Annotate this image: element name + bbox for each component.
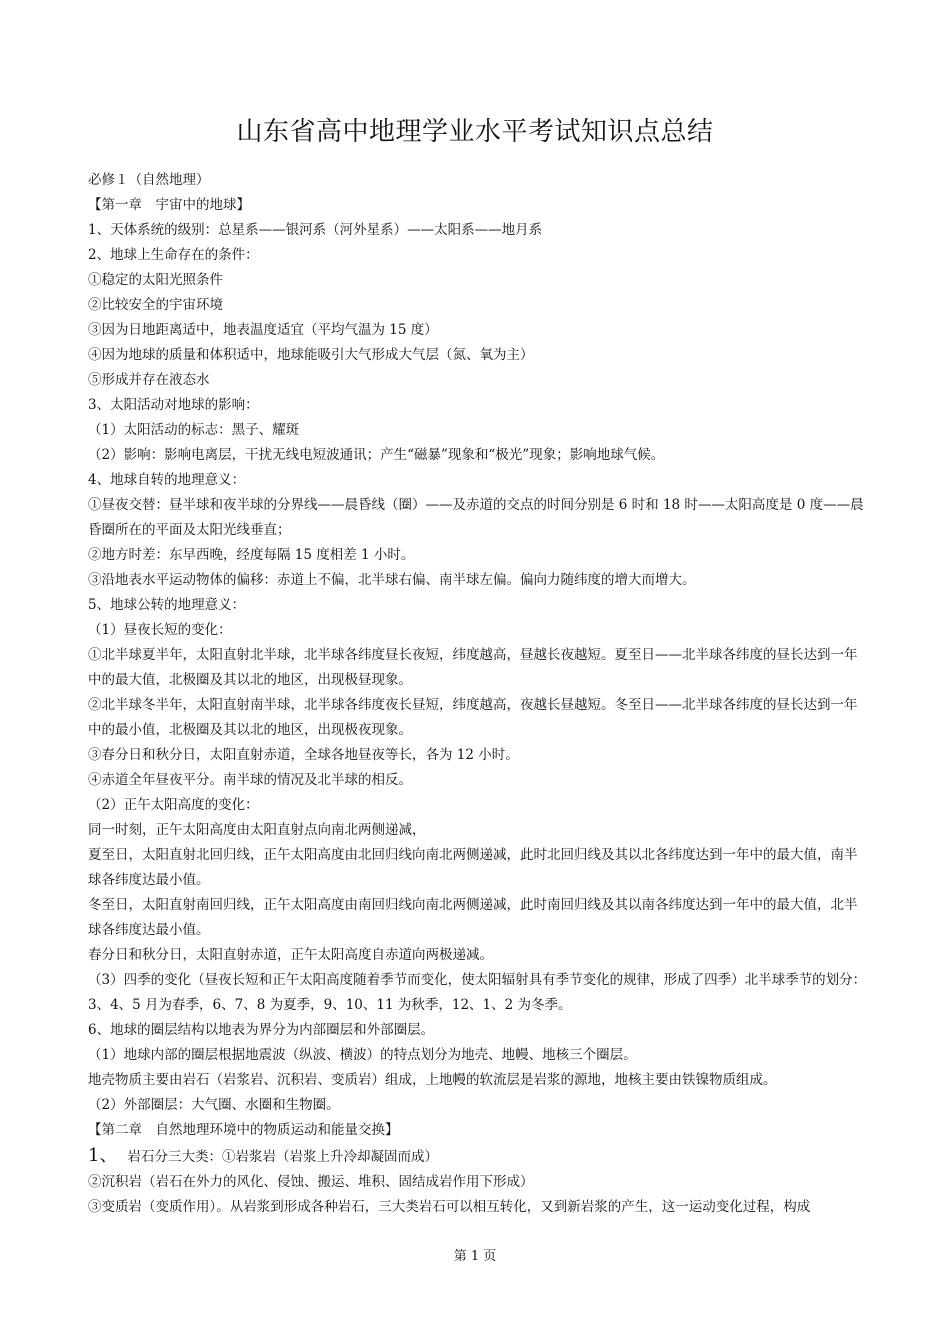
text-line: ①稳定的太阳光照条件 <box>88 272 223 288</box>
text-line: 1、天体系统的级别：总星系——银河系（河外星系）——太阳系——地月系 <box>88 222 543 238</box>
text-line: ④因为地球的质量和体积适中，地球能吸引大气形成大气层（氮、氧为主） <box>88 347 534 363</box>
text-line: （2）正午太阳高度的变化： <box>88 797 259 813</box>
chapter-heading: 【第一章 宇宙中的地球】 <box>88 197 250 213</box>
text-line: 冬至日，太阳直射南回归线，正午太阳高度由南回归线向南北两侧递减，此时南回归线及其以南各纬度达到一年中的最大值，北半球各纬度达最小值。 <box>88 897 858 938</box>
text-line: （2）影响：影响电离层，干扰无线电短波通讯；产生“磁暴”现象和“极光”现象；影响地球气候。 <box>88 447 665 463</box>
text-line: 2、地球上生命存在的条件： <box>88 247 259 263</box>
document-body <box>88 168 870 1220</box>
text-line: ②沉积岩（岩石在外力的风化、侵蚀、搬运、堆积、固结成岩作用下形成） <box>88 1174 534 1190</box>
text-line: 地壳物质主要由岩石（岩浆岩、沉积岩、变质岩）组成，上地幔的软流层是岩浆的源地，地核主要由铁镍物质组成。 <box>88 1072 777 1088</box>
text-line: （1）太阳活动的标志：黑子、耀斑 <box>88 422 300 438</box>
text-line: 必修１（自然地理） <box>88 172 210 188</box>
text-line: ⑤形成并存在液态水 <box>88 372 210 388</box>
chapter-heading: 【第二章 自然地理环境中的物质运动和能量交换】 <box>88 1122 399 1138</box>
text-line: ①昼夜交替：昼半球和夜半球的分界线——晨昏线（圈）——及赤道的交点的时间分别是 6 时和 18 时——太阳高度是 0 度——晨昏圈所在的平面及太阳光线垂直； <box>88 497 864 538</box>
text-line: ③沿地表水平运动物体的偏移：赤道上不偏，北半球右偏、南半球左偏。偏向力随纬度的增大而增大。 <box>88 572 696 588</box>
text-line: （3）四季的变化（昼夜长短和正午太阳高度随着季节而变化，使太阳辐射具有季节变化的规律，形成了四季）北半球季节的划分：3、4、5 月为春季，6、7、8 为夏季，9、10、11 为秋季，12、1、2 为冬季。 <box>88 972 867 1013</box>
text-line: 4、地球自转的地理意义： <box>88 472 246 488</box>
text-line: 春分日和秋分日，太阳直射赤道，正午太阳高度自赤道向两极递减。 <box>88 947 493 963</box>
numbered-item <box>88 1143 870 1170</box>
text-line: 同一时刻，正午太阳高度由太阳直射点向南北两侧递减， <box>88 822 426 838</box>
text-line: （1）地球内部的圈层根据地震波（纵波、横波）的特点划分为地壳、地幔、地核三个圈层。 <box>88 1047 637 1063</box>
text-line: （2）外部圈层：大气圈、水圈和生物圈。 <box>88 1097 340 1113</box>
text-line: ③春分日和秋分日，太阳直射赤道，全球各地昼夜等长，各为 12 小时。 <box>88 747 519 763</box>
text-line: 3、太阳活动对地球的影响： <box>88 397 259 413</box>
text-line: 6、地球的圈层结构以地表为界分为内部圈层和外部圈层。 <box>88 1022 435 1038</box>
document-title: 山东省高中地理学业水平考试知识点总结 <box>236 117 714 147</box>
page-number: 第 1 页 <box>453 1249 497 1264</box>
text-line: （1）昼夜长短的变化： <box>88 622 232 638</box>
text-line: 夏至日，太阳直射北回归线，正午太阳高度由北回归线向南北两侧递减，此时北回归线及其以北各纬度达到一年中的最大值，南半球各纬度达最小值。 <box>88 847 858 888</box>
item-text: 岩石分三大类：①岩浆岩（岩浆上升冷却凝固而成） <box>127 1149 438 1165</box>
text-line: ③因为日地距离适中，地表温度适宜（平均气温为 15 度） <box>88 322 438 338</box>
item-number: 1、 <box>88 1145 118 1166</box>
text-line: ③变质岩（变质作用）。从岩浆到形成各种岩石，三大类岩石可以相互转化，又到新岩浆的产生，这一运动变化过程，构成 <box>88 1199 811 1215</box>
text-line: ②地方时差：东早西晚，经度每隔 15 度相差 1 小时。 <box>88 547 415 563</box>
text-line: 5、地球公转的地理意义： <box>88 597 246 613</box>
text-line: ④赤道全年昼夜平分。南半球的情况及北半球的相反。 <box>88 772 412 788</box>
text-line: ②北半球冬半年，太阳直射南半球，北半球各纬度夜长昼短，纬度越高，夜越长昼越短。冬至日——北半球各纬度的昼长达到一年中的最小值，北极圈及其以北的地区，出现极夜现象。 <box>88 697 858 738</box>
text-line: ①北半球夏半年，太阳直射北半球，北半球各纬度昼长夜短，纬度越高，昼越长夜越短。夏至日——北半球各纬度的昼长达到一年中的最大值，北极圈及其以北的地区，出现极昼现象。 <box>88 647 858 688</box>
text-line: ②比较安全的宇宙环境 <box>88 297 223 313</box>
